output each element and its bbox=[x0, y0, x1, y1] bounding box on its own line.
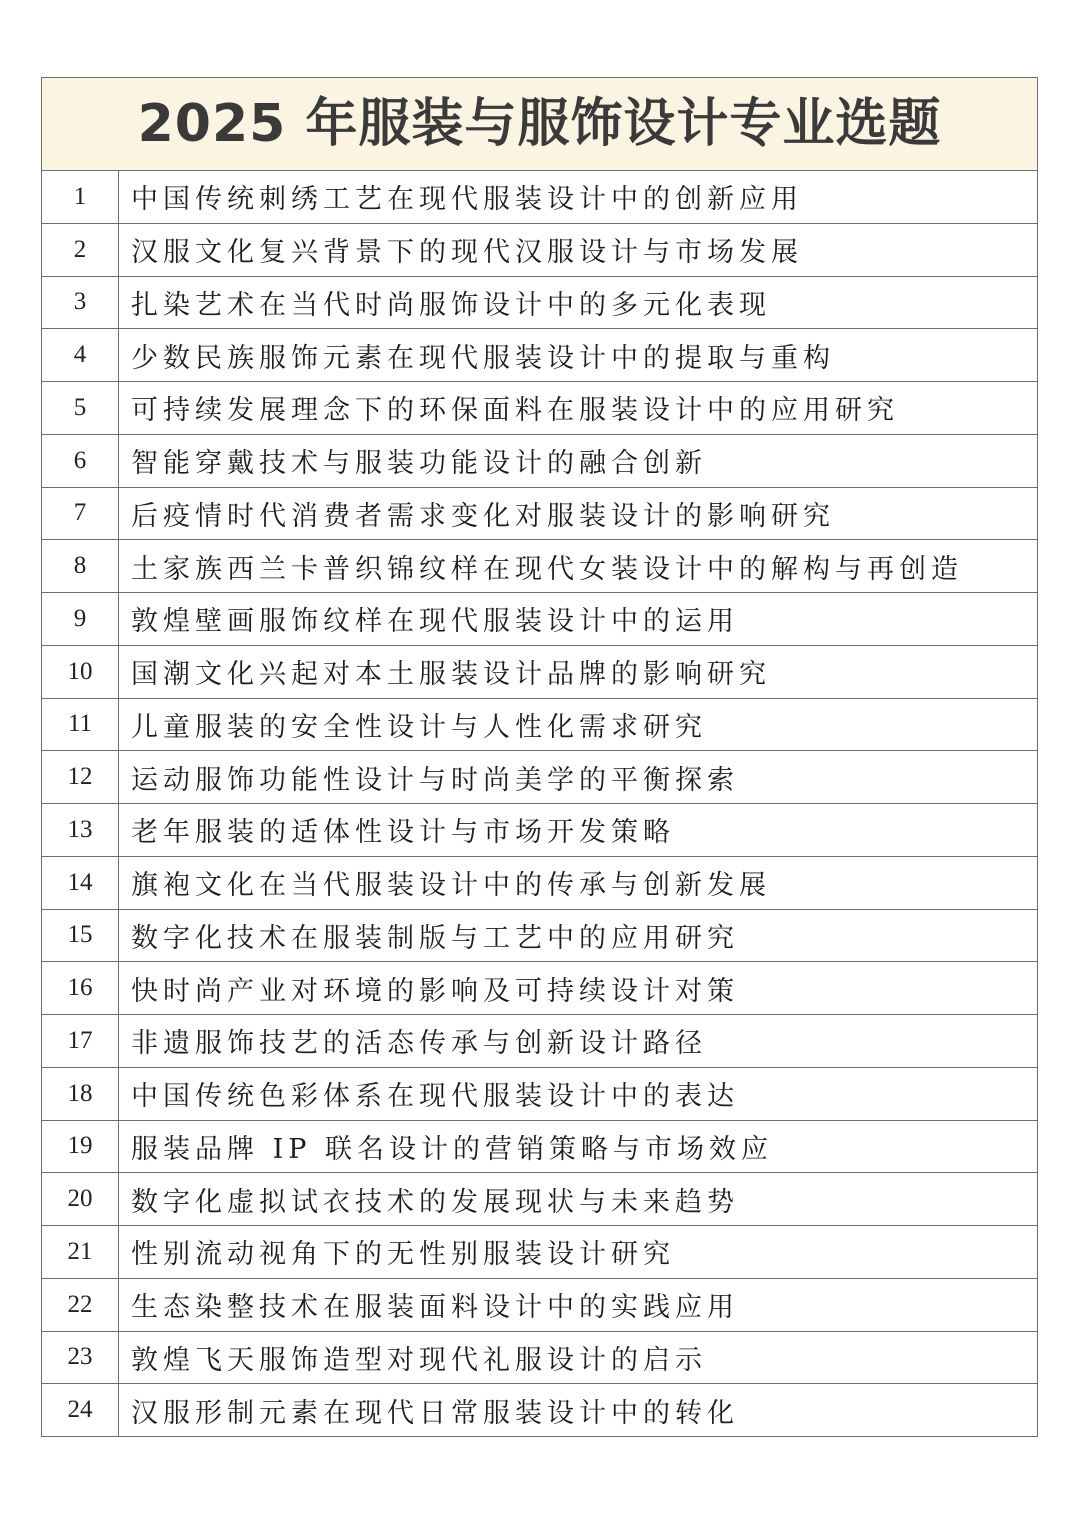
topic-title: 后疫情时代消费者需求变化对服装设计的影响研究 bbox=[131, 500, 835, 532]
table-row bbox=[42, 329, 1037, 382]
row-number: 7 bbox=[42, 488, 119, 540]
row-number: 14 bbox=[42, 857, 119, 909]
table-row bbox=[42, 435, 1037, 488]
row-number: 17 bbox=[42, 1015, 119, 1067]
topic-title: 中国传统色彩体系在现代服装设计中的表达 bbox=[131, 1081, 739, 1113]
row-number: 9 bbox=[42, 593, 119, 645]
table-row bbox=[42, 488, 1037, 541]
topic-title: 智能穿戴技术与服装功能设计的融合创新 bbox=[131, 448, 707, 480]
row-number: 22 bbox=[42, 1279, 119, 1331]
topic-title: 非遗服饰技艺的活态传承与创新设计路径 bbox=[131, 1028, 707, 1060]
topic-title: 快时尚产业对环境的影响及可持续设计对策 bbox=[131, 975, 739, 1007]
row-number: 23 bbox=[42, 1332, 119, 1384]
row-number: 1 bbox=[42, 171, 119, 223]
table-row bbox=[42, 1332, 1037, 1385]
topic-title: 旗袍文化在当代服装设计中的传承与创新发展 bbox=[131, 870, 771, 902]
topic-title: 汉服文化复兴背景下的现代汉服设计与市场发展 bbox=[131, 237, 803, 269]
table-row bbox=[42, 382, 1037, 435]
topic-title: 国潮文化兴起对本土服装设计品牌的影响研究 bbox=[131, 659, 771, 691]
page-title: 2025 年服装与服饰设计专业选题 bbox=[137, 94, 942, 154]
table-row bbox=[42, 804, 1037, 857]
topic-title: 服装品牌 IP 联名设计的营销策略与市场效应 bbox=[131, 1133, 773, 1165]
row-number: 10 bbox=[42, 646, 119, 698]
row-number: 24 bbox=[42, 1384, 119, 1436]
topic-title: 少数民族服饰元素在现代服装设计中的提取与重构 bbox=[131, 342, 835, 374]
row-number: 6 bbox=[42, 435, 119, 487]
row-number: 11 bbox=[42, 699, 119, 751]
topic-title: 老年服装的适体性设计与市场开发策略 bbox=[131, 817, 675, 849]
topic-title: 数字化技术在服装制版与工艺中的应用研究 bbox=[131, 922, 739, 954]
table-row bbox=[42, 1015, 1037, 1068]
topic-title: 敦煌壁画服饰纹样在现代服装设计中的运用 bbox=[131, 606, 739, 638]
table-row bbox=[42, 1121, 1037, 1174]
row-number: 19 bbox=[42, 1121, 119, 1173]
topic-title: 运动服饰功能性设计与时尚美学的平衡探索 bbox=[131, 764, 739, 796]
table-row bbox=[42, 1068, 1037, 1121]
topic-title: 汉服形制元素在现代日常服装设计中的转化 bbox=[131, 1397, 739, 1429]
row-number: 13 bbox=[42, 804, 119, 856]
table-row bbox=[42, 751, 1037, 804]
table-row bbox=[42, 224, 1037, 277]
topic-list bbox=[42, 171, 1037, 1437]
topic-title: 中国传统刺绣工艺在现代服装设计中的创新应用 bbox=[131, 184, 803, 216]
topic-title: 生态染整技术在服装面料设计中的实践应用 bbox=[131, 1292, 739, 1324]
row-number: 18 bbox=[42, 1068, 119, 1120]
table-row bbox=[42, 277, 1037, 330]
table-row bbox=[42, 1279, 1037, 1332]
table-row bbox=[42, 1226, 1037, 1279]
table-row bbox=[42, 857, 1037, 910]
topic-title: 性别流动视角下的无性别服装设计研究 bbox=[131, 1239, 675, 1271]
topic-title: 可持续发展理念下的环保面料在服装设计中的应用研究 bbox=[131, 395, 899, 427]
row-number: 5 bbox=[42, 382, 119, 434]
row-number: 16 bbox=[42, 962, 119, 1014]
topic-title: 敦煌飞天服饰造型对现代礼服设计的启示 bbox=[131, 1344, 707, 1376]
table-row bbox=[42, 540, 1037, 593]
row-number: 4 bbox=[42, 329, 119, 381]
topic-title: 扎染艺术在当代时尚服饰设计中的多元化表现 bbox=[131, 289, 771, 321]
row-number: 2 bbox=[42, 224, 119, 276]
row-number: 21 bbox=[42, 1226, 119, 1278]
table-row bbox=[42, 1173, 1037, 1226]
topic-title: 数字化虚拟试衣技术的发展现状与未来趋势 bbox=[131, 1186, 739, 1218]
topic-title: 儿童服装的安全性设计与人性化需求研究 bbox=[131, 711, 707, 743]
row-number: 15 bbox=[42, 910, 119, 962]
title-header bbox=[42, 78, 1037, 171]
row-number: 8 bbox=[42, 540, 119, 592]
table-row bbox=[42, 171, 1037, 224]
table-row bbox=[42, 646, 1037, 699]
table-row bbox=[42, 910, 1037, 963]
topic-title: 土家族西兰卡普织锦纹样在现代女装设计中的解构与再创造 bbox=[131, 553, 963, 585]
table-row bbox=[42, 593, 1037, 646]
row-number: 20 bbox=[42, 1173, 119, 1225]
row-number: 3 bbox=[42, 277, 119, 329]
row-number: 12 bbox=[42, 751, 119, 803]
table-row bbox=[42, 1384, 1037, 1437]
table-row bbox=[42, 699, 1037, 752]
table-row bbox=[42, 962, 1037, 1015]
topic-table bbox=[41, 77, 1038, 1437]
